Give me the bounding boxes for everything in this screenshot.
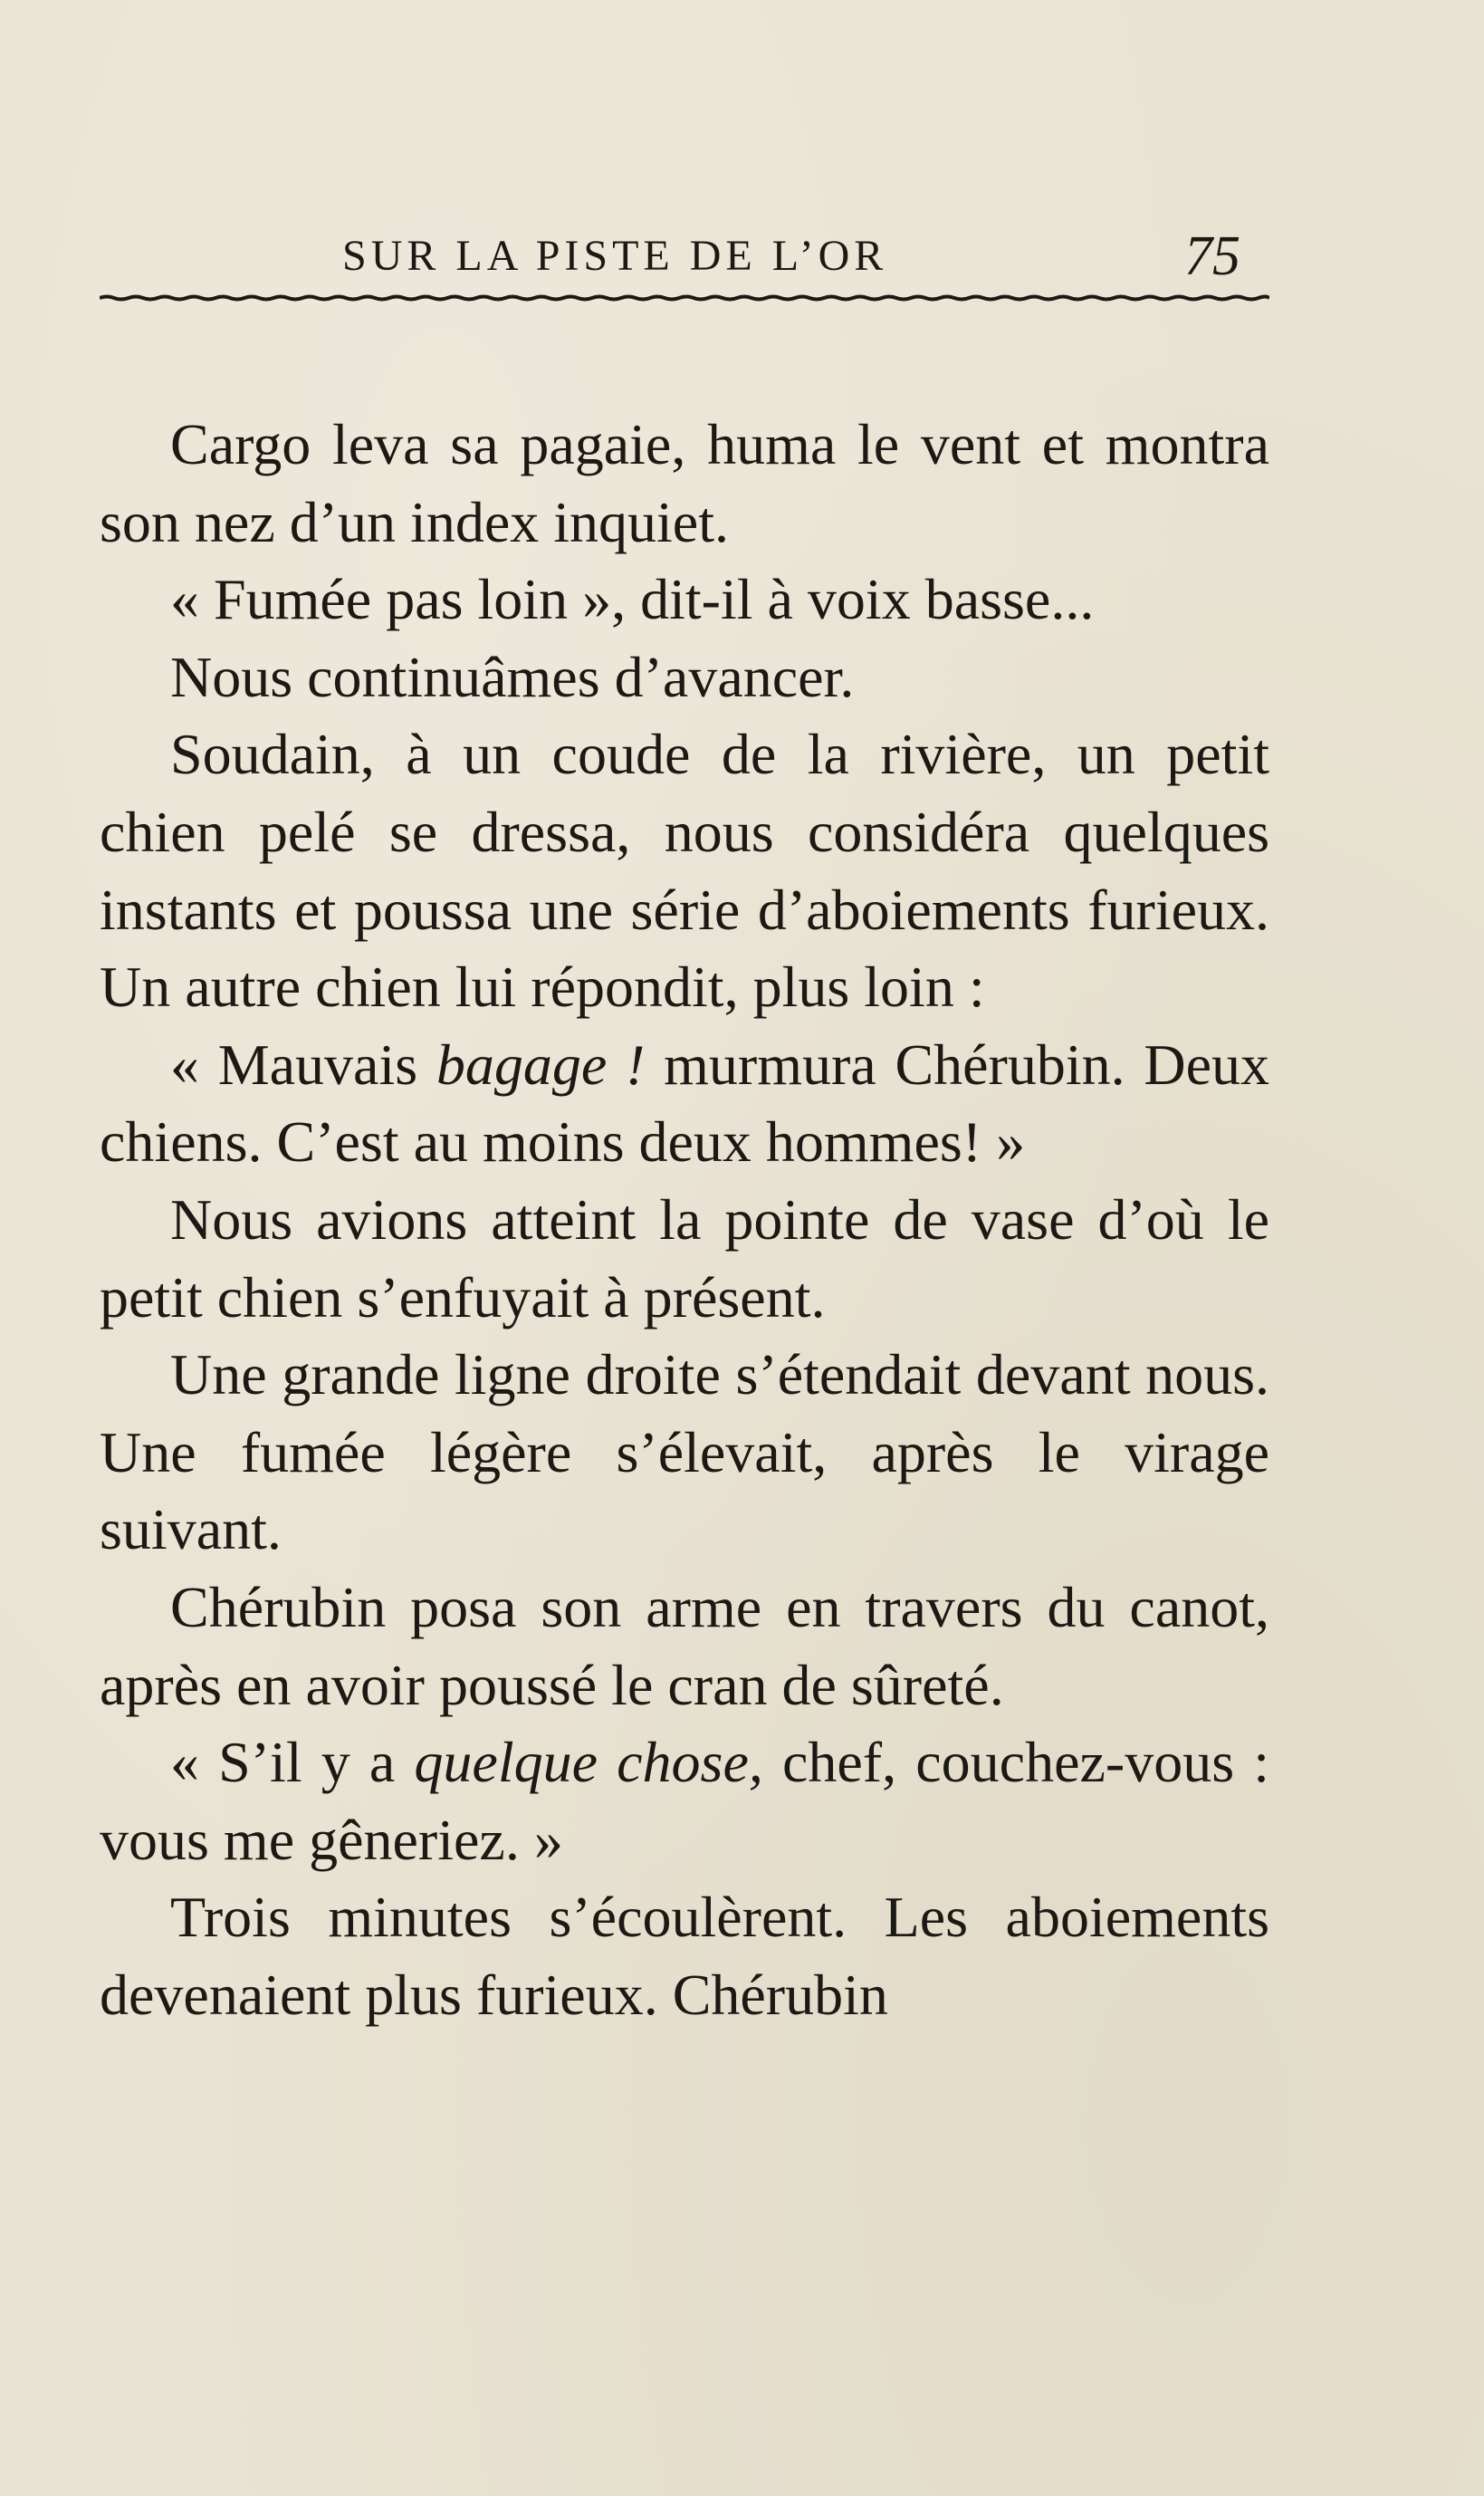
page-number: 75	[1184, 226, 1240, 287]
paragraph: Nous continuâmes d’avancer.	[170, 644, 855, 709]
paragraph: Soudain, à un coude de la rivière, un petit chien pelé se dressa, nous considéra quelques instants et poussa une série d’aboiements furieux. Un autre chien lui répondit, plus loin :	[100, 722, 1269, 1020]
italic-phrase: quelque chose,	[414, 1730, 763, 1795]
paragraph-text: murmura Chérubin. Deux chiens. C’est au moins deux hommes! »	[100, 1032, 1270, 1175]
paragraph-text: « Mauvais	[170, 1032, 436, 1097]
body-text	[100, 406, 1269, 2033]
paragraph: Chérubin posa son arme en travers du canot, après en avoir poussé le cran de sûreté.	[100, 1574, 1269, 1717]
paragraph: Une grande ligne droite s’étendait devant nous. Une fumée légère s’élevait, après le virage suivant.	[100, 1342, 1269, 1562]
paragraph-text: « S’il y a	[170, 1730, 415, 1795]
running-title: SUR LA PISTE DE L’OR	[342, 232, 888, 280]
paragraph: Cargo leva sa pagaie, huma le vent et montra son nez d’un index inquiet.	[100, 412, 1269, 554]
header-rule	[100, 293, 1269, 302]
italic-phrase: bagage !	[436, 1032, 646, 1097]
paragraph: « Fumée pas loin », dit-il à voix basse...	[170, 567, 1095, 632]
paragraph	[100, 1026, 1269, 1181]
paragraph-text: chef, couchez-vous : vous me gêneriez. »	[100, 1730, 1270, 1872]
paragraph	[100, 1723, 1269, 1878]
paragraph: Nous avions atteint la pointe de vase d’où le petit chien s’enfuyait à présent.	[100, 1186, 1269, 1330]
paragraph: Trois minutes s’écoulèrent. Les aboiements devenaient plus furieux. Chérubin	[100, 1885, 1269, 2027]
page-header	[0, 225, 1484, 288]
